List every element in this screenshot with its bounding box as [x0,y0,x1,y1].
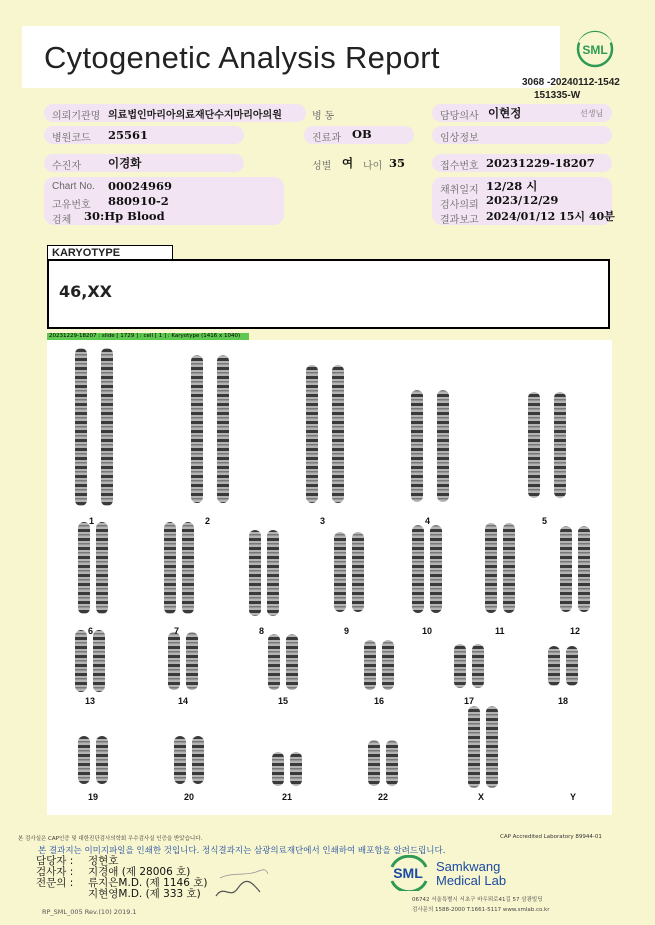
chromosome-20-b [192,736,204,784]
signer-value-1: 정현호 [88,855,119,867]
chromosome-22-b [386,740,398,786]
chromosome-label-1: 1 [89,516,95,526]
report-title: Cytogenetic Analysis Report [44,40,440,75]
chromosome-label-7: 7 [174,626,180,636]
samkwang-logo-icon [386,855,430,891]
svg-text:SML: SML [393,865,423,881]
patient-label: 수진자 [52,161,81,172]
chromosome-label-5: 5 [542,516,548,526]
chromosome-2-b [217,355,229,503]
chromosome-label-19: 19 [88,792,99,802]
chromosome-11-a [485,523,497,613]
sex-label: 성별 [312,161,332,172]
chromosome-label-Y: Y [570,792,577,802]
chromosome-label-10: 10 [422,626,433,636]
chromosome-label-6: 6 [88,626,94,636]
specimen-value: 30:Hp Blood [84,209,165,223]
chromosome-9-b [352,532,364,612]
chromosome-21-a [272,752,284,786]
title-box [22,26,560,88]
report-code-1: 3068 -20240112-1542 [522,77,620,88]
chromosome-X-b [486,706,498,788]
image-caption: 20231229-18207 : slide [ 1729 ] : cell [ 1 ] : Karyotype (1416 x 1040) [47,333,249,340]
chromosome-label-9: 9 [344,626,350,636]
department-label: 진료과 [312,133,341,144]
lab-name-line1: Samkwang [436,859,501,874]
signer-value-4: 지현영M.D. (제 333 호) [88,888,201,900]
unique-label: 고유번호 [52,200,91,211]
chromosome-13-a [75,630,87,692]
chromosome-19-a [78,736,90,784]
chromosome-label-X: X [478,792,485,802]
chromosome-4-a [411,390,423,502]
chromosome-22-a [368,740,380,786]
chromosome-12-b [578,526,590,612]
chromosome-label-20: 20 [184,792,195,802]
chromosome-4-b [437,390,449,502]
chromosome-label-18: 18 [558,696,569,706]
lab-address: 06742 서울특별시 서초구 바우뫼로41길 57 삼광빌딩 [412,897,543,903]
chromosome-label-4: 4 [425,516,431,526]
lab-name-line2: Medical Lab [436,873,507,888]
chromosome-3-a [306,365,318,503]
clinical-label: 임상정보 [440,133,479,144]
signer-label-2: 검사자 : [36,866,74,878]
chromosome-label-12: 12 [570,626,581,636]
report-value: 2024/01/12 15시 40분 [486,210,615,223]
chromosome-7-b [182,522,194,614]
chromosome-9-a [334,532,346,612]
receipt-label: 접수번호 [440,161,479,172]
karyotype-box [47,259,610,329]
age-value: 35 [389,156,406,170]
chromosome-label-3: 3 [320,516,326,526]
chromosome-10-a [412,525,424,613]
chromosome-5-a [528,392,540,498]
chromosome-6-b [96,522,108,614]
chromosome-1-b [101,348,113,506]
cap-accreditation: CAP Accredited Laboratory 89944-01 [500,834,602,840]
institution-value: 의료법인마리아의료재단수지마리아의원 [108,110,282,121]
karyotype-tab: KARYOTYPE [47,245,173,260]
patient-value: 이경화 [108,156,142,170]
lab-contact: 검사문의 1588-2000 T.1661-5117 www.smlab.co.kr [412,907,550,913]
request-label: 검사의뢰 [440,200,479,211]
chromosome-6-a [78,522,90,614]
karyogram-image [47,340,612,815]
accreditation-fineprint: 본 검사실은 CAP인증 및 대한진단검사의학회 우수검사실 인증을 받았습니다. [18,836,203,842]
chromosome-11-b [503,523,515,613]
request-value: 2023/12/29 [486,193,559,207]
chromosome-17-a [454,644,466,688]
handwritten-signature-icon [212,866,272,902]
chart-label: Chart No. [52,181,95,192]
collection-value: 12/28 시 [486,179,538,193]
doctor-value: 이현정 [488,106,522,120]
karyotype-result: 46,XX [59,282,113,301]
chromosome-15-b [286,634,298,690]
doctor-label: 담당의사 [440,111,479,122]
chromosome-13-b [93,630,105,692]
chromosome-18-a [548,646,560,686]
chromosome-16-b [382,640,394,690]
chromosome-label-16: 16 [374,696,385,706]
chromosome-14-b [186,632,198,690]
chromosome-7-a [164,522,176,614]
lab-name [436,860,506,888]
chromosome-3-b [332,365,344,503]
chromosome-label-14: 14 [178,696,189,706]
form-code: RP_SML_005 Rev.(10) 2019.1 [42,908,137,916]
sex-value: 여 [342,156,354,170]
age-label: 나이 [363,161,383,172]
chromosome-label-15: 15 [278,696,289,706]
department-value: OB [352,127,372,141]
chromosome-10-b [430,525,442,613]
chromosome-8-a [249,530,261,616]
chromosome-12-a [560,526,572,612]
signer-label-1: 담당자 : [36,855,74,867]
chromosome-label-13: 13 [85,696,96,706]
chromosome-label-22: 22 [378,792,389,802]
signer-value-3: 류지은M.D. (제 1146 호) [88,877,208,889]
chromosome-2-a [191,355,203,503]
chromosome-15-a [268,634,280,690]
chromosome-5-b [554,392,566,498]
svg-text:SML: SML [582,43,608,57]
specimen-label: 검체 [52,215,72,226]
chromosome-21-b [290,752,302,786]
chromosome-X-a [468,706,480,788]
chromosome-18-b [566,646,578,686]
chromosome-label-11: 11 [495,626,505,636]
karyogram-svg [47,340,612,815]
report-label: 결과보고 [440,215,479,226]
report-code-2: 151335-W [534,90,581,101]
chromosome-16-a [364,640,376,690]
receipt-value: 20231229-18207 [486,156,595,170]
ward-label: 병 동 [312,111,335,122]
signer-value-2: 지경애 (제 28006 호) [88,866,191,878]
signer-label-3: 전문의 : [36,877,74,889]
chromosome-1-a [75,348,87,506]
chromosome-label-2: 2 [205,516,211,526]
collection-label: 채취일지 [440,185,479,196]
chromosome-14-a [168,632,180,690]
chromosome-20-a [174,736,186,784]
chromosome-19-b [96,736,108,784]
doctor-suffix: 선생님 [580,109,604,118]
chromosome-17-b [472,644,484,688]
sml-logo-icon [576,30,614,68]
chromosome-label-21: 21 [282,792,293,802]
unique-value: 880910-2 [108,194,169,208]
institution-label: 의뢰기관명 [52,111,101,122]
chart-value: 00024969 [108,179,173,193]
chromosome-label-17: 17 [464,696,475,706]
chromosome-8-b [267,530,279,616]
printed-copy-notice: 본 결과지는 이미지파일을 인쇄한 것입니다. 정식결과지는 삼광의료재단에서 인쇄하여 배포함을 알려드립니다. [38,846,446,856]
hospital-code-label: 병원코드 [52,133,91,144]
chromosome-label-8: 8 [259,626,265,636]
hospital-code-value: 25561 [108,128,149,142]
